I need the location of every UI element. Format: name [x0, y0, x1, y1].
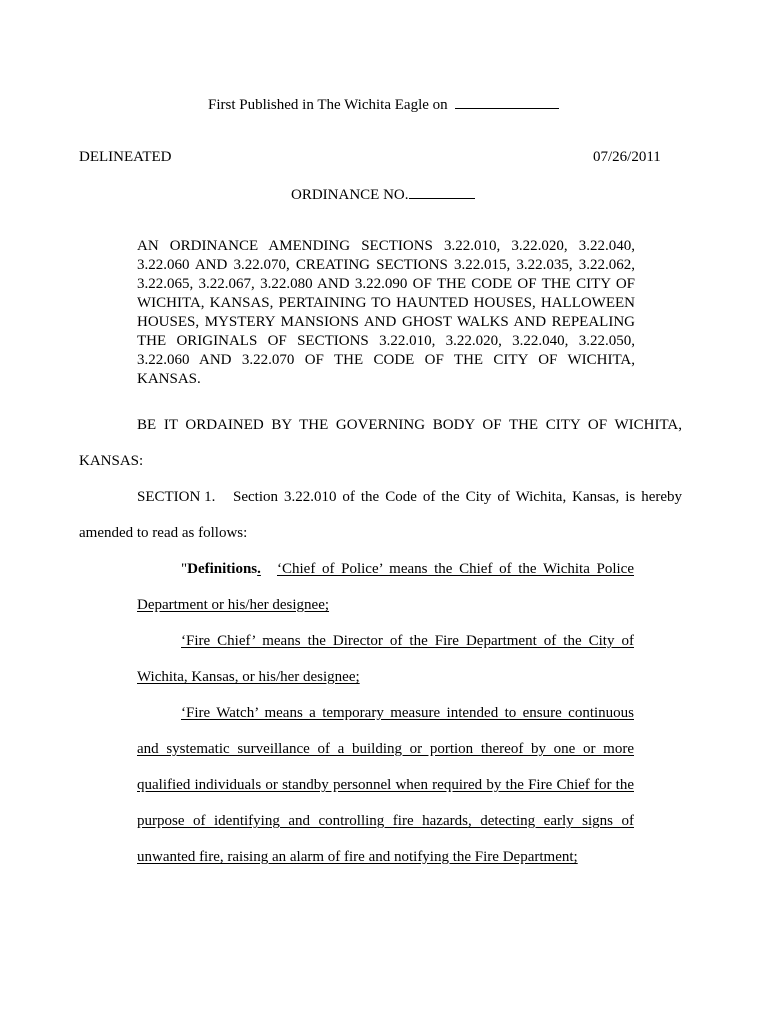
definitions-heading: "Definitions. — [181, 561, 261, 577]
definition-fire-watch-5: unwanted fire, raising an alarm of fire and notifying the Fire Department; — [137, 849, 578, 865]
definition-fire-watch-3: qualified individuals or standby personnel when required by the Fire Chief for the — [137, 777, 634, 793]
published-text: First Published in The Wichita Eagle on — [208, 97, 448, 113]
enactment-clause: BE IT ORDAINED BY THE GOVERNING BODY OF THE CITY OF WICHITA, — [137, 417, 682, 433]
title-line-3: 3.22.065, 3.22.067, 3.22.080 AND 3.22.090 OF THE CODE OF THE CITY OF — [137, 276, 635, 292]
ordinance-number-blank — [409, 184, 475, 199]
title-line-4: WICHITA, KANSAS, PERTAINING TO HAUNTED HOUSES, HALLOWEEN — [137, 295, 635, 311]
section-1-label: SECTION 1. — [137, 489, 216, 505]
section-1-text: Section 3.22.010 of the Code of the City of Wichita, Kansas, is hereby — [233, 489, 682, 505]
definition-fire-chief: ‘Fire Chief’ means the Director of the Fire Department of the City of — [181, 633, 634, 649]
title-line-6: THE ORIGINALS OF SECTIONS 3.22.010, 3.22.020, 3.22.040, 3.22.050, — [137, 333, 635, 349]
definitions-title: Definitions — [187, 561, 258, 577]
document-status: DELINEATED — [79, 149, 172, 165]
definition-fire-watch-2: and systematic surveillance of a building or portion thereof by one or more — [137, 741, 634, 757]
publication-line — [208, 94, 559, 114]
definition-fire-chief-cont: Wichita, Kansas, or his/her designee; — [137, 669, 360, 685]
ordinance-label: ORDINANCE NO. — [291, 187, 409, 203]
section-1-text-cont: amended to read as follows: — [79, 525, 248, 541]
title-line-5: HOUSES, MYSTERY MANSIONS AND GHOST WALKS AND REPEALING — [137, 314, 635, 330]
title-line-2: 3.22.060 AND 3.22.070, CREATING SECTIONS 3.22.015, 3.22.035, 3.22.062, — [137, 257, 635, 273]
enactment-clause-cont: KANSAS: — [79, 453, 144, 469]
definition-chief-of-police-cont: Department or his/her designee; — [137, 597, 330, 613]
document-date: 07/26/2011 — [593, 149, 661, 165]
ordinance-number-line — [291, 184, 475, 204]
title-line-8: KANSAS. — [137, 371, 201, 387]
definition-fire-watch-4: purpose of identifying and controlling fire hazards, detecting early signs of — [137, 813, 634, 829]
publication-date-blank — [455, 94, 559, 109]
definition-fire-watch-1: ‘Fire Watch’ means a temporary measure intended to ensure continuous — [181, 705, 634, 721]
title-line-1: AN ORDINANCE AMENDING SECTIONS 3.22.010, 3.22.020, 3.22.040, — [137, 238, 635, 254]
title-line-7: 3.22.060 AND 3.22.070 OF THE CODE OF THE CITY OF WICHITA, — [137, 352, 635, 368]
definition-chief-of-police: ‘Chief of Police’ means the Chief of the Wichita Police — [277, 561, 634, 577]
